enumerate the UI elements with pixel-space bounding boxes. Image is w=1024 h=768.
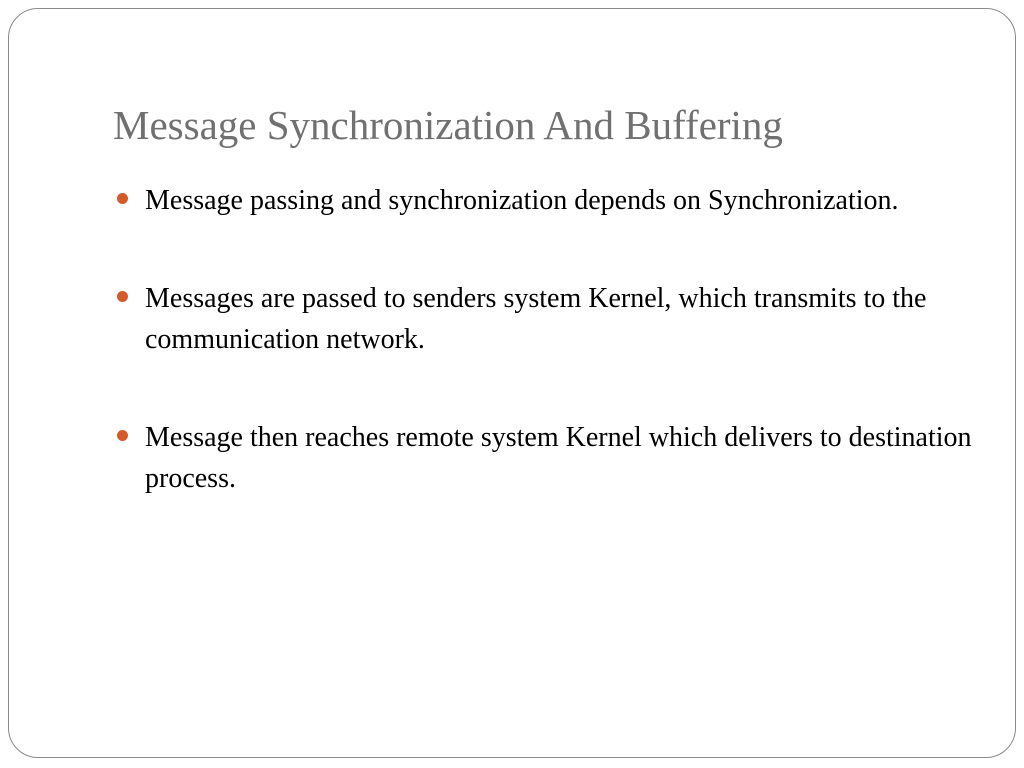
bullet-text: Messages are passed to senders system Kernel, which transmits to the communication network.: [145, 283, 927, 355]
slide-title: Message Synchronization And Buffering: [113, 102, 783, 148]
bullet-item: [113, 417, 973, 499]
slide: [8, 8, 1016, 758]
bullet-item: [113, 278, 973, 360]
bullet-dot-icon: [117, 193, 128, 204]
bullet-dot-icon: [117, 430, 128, 441]
bullet-item: [113, 180, 973, 221]
bullet-text: Message then reaches remote system Kernel which delivers to destination process.: [145, 422, 972, 494]
bullet-list: [113, 180, 973, 556]
bullet-text: Message passing and synchronization depends on Synchronization.: [145, 185, 899, 216]
bullet-dot-icon: [117, 291, 128, 302]
